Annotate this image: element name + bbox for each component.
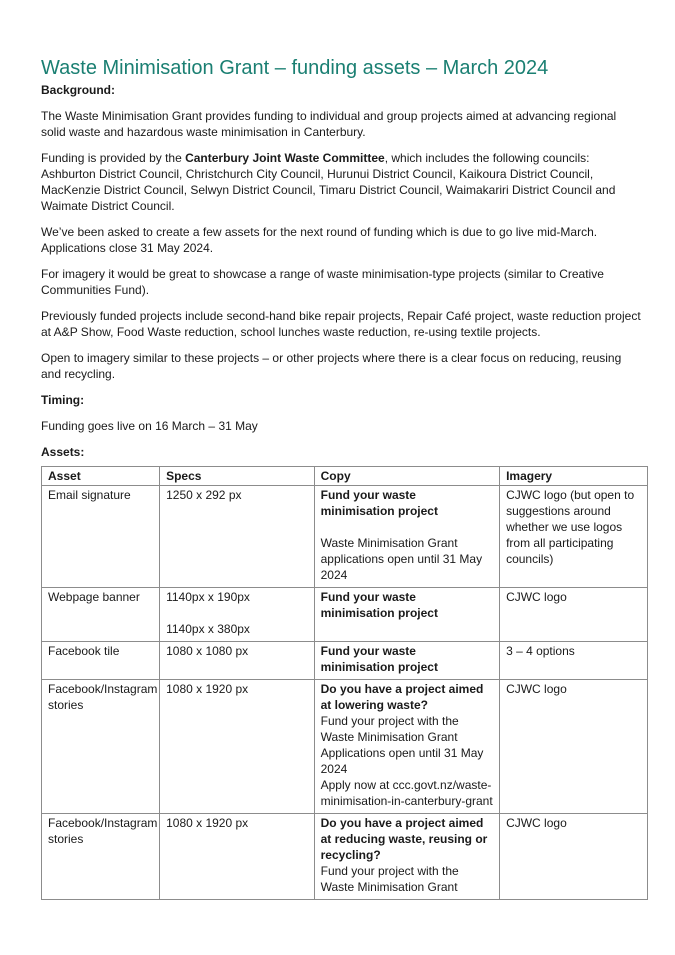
timing-heading: Timing: [41,393,85,407]
imagery-cell: CJWC logo (but open to suggestions around whether we use logos from all participating councils) [500,486,648,588]
background-paragraph-3: We’ve been asked to create a few assets for the next round of funding which is due to go live mid-March. Applications close 31 May 2024. [41,225,598,255]
document-title: Waste Minimisation Grant – funding assets – March 2024 [41,57,549,79]
copy-line: Fund your project with the Waste Minimisation Grant [320,864,459,894]
committee-name: Canterbury Joint Waste Committee [185,151,385,165]
assets-table-body [42,486,648,900]
assets-heading: Assets: [41,445,85,459]
copy-headline: Do you have a project aimed at reducing waste, reusing or recycling? [320,816,488,862]
copy-cell [314,680,499,814]
timing-text: Funding goes live on 16 March – 31 May [41,419,258,433]
table-row [42,486,648,588]
copy-cell [314,486,499,588]
background-paragraph-5: Previously funded projects include second-hand bike repair projects, Repair Café project, waste reduction project at A&P Show, Food Waste reduction, school lunches waste reduction, re-using textile projects. [41,309,641,339]
spec-line: 1140px x 380px [166,622,250,636]
imagery-cell: CJWC logo [500,814,648,900]
imagery-cell: CJWC logo [500,588,648,642]
specs-cell [160,680,315,814]
specs-cell [160,588,315,642]
copy-line: Applications open until 31 May 2024 [320,746,484,776]
background-paragraph-1: The Waste Minimisation Grant provides funding to individual and group projects aimed at advancing regional solid waste and hazardous waste minimisation in Canterbury. [41,109,617,139]
spec-line: 1250 x 292 px [166,488,242,502]
spec-line: 1080 x 1920 px [166,682,249,696]
copy-line [321,519,493,535]
spec-line: 1080 x 1080 px [166,644,249,658]
specs-cell [160,642,315,680]
asset-cell: Webpage banner [42,588,160,642]
copy-headline: Fund your waste minimisation project [320,644,438,674]
specs-cell [160,814,315,900]
copy-line: Fund your project with the Waste Minimisation Grant [320,714,459,744]
copy-cell [314,588,499,642]
copy-headline: Fund your waste minimisation project [320,488,438,518]
table-header-row [42,467,648,486]
table-row [42,680,648,814]
asset-cell: Facebook/Instagram stories [42,680,160,814]
asset-cell: Email signature [42,486,160,588]
copy-line: Apply now at ccc.govt.nz/waste-minimisation-in-canterbury-grant [320,778,493,808]
table-row [42,642,648,680]
background-heading: Background: [41,83,116,97]
spec-line [166,605,308,621]
spec-line: 1140px x 190px [166,590,250,604]
column-header-specs: Specs [160,467,315,486]
table-row [42,588,648,642]
imagery-cell: CJWC logo [500,680,648,814]
spec-line: 1080 x 1920 px [166,816,249,830]
imagery-cell: 3 – 4 options [500,642,648,680]
specs-cell [160,486,315,588]
copy-cell [314,642,499,680]
assets-table [41,466,648,900]
background-paragraph-4: For imagery it would be great to showcase a range of waste minimisation-type projects (similar to Creative Communities Fund). [41,267,604,297]
paragraph-text: Funding is provided by the [41,151,186,165]
copy-headline: Do you have a project aimed at lowering waste? [320,682,484,712]
background-paragraph-2 [41,150,641,214]
column-header-copy: Copy [314,467,499,486]
background-paragraph-6: Open to imagery similar to these projects – or other projects where there is a clear focus on reducing, reusing and recycling. [41,351,622,381]
table-row [42,814,648,900]
paragraph-text: , which includes the following councils: Ashburton District Council, Christchurch City Council, Hurunui District Council, Kaikoura District Council, MacKenzie District Council, Selwyn District Council, Timaru District Council, Waimakariri District Council and Waimate District Council. [41,151,616,213]
copy-cell [314,814,499,900]
document-body [41,55,641,900]
asset-cell: Facebook/Instagram stories [42,814,160,900]
copy-line: Waste Minimisation Grant applications open until 31 May 2024 [320,536,483,582]
column-header-imagery: Imagery [500,467,648,486]
copy-headline: Fund your waste minimisation project [320,590,438,620]
column-header-asset: Asset [42,467,160,486]
asset-cell: Facebook tile [42,642,160,680]
